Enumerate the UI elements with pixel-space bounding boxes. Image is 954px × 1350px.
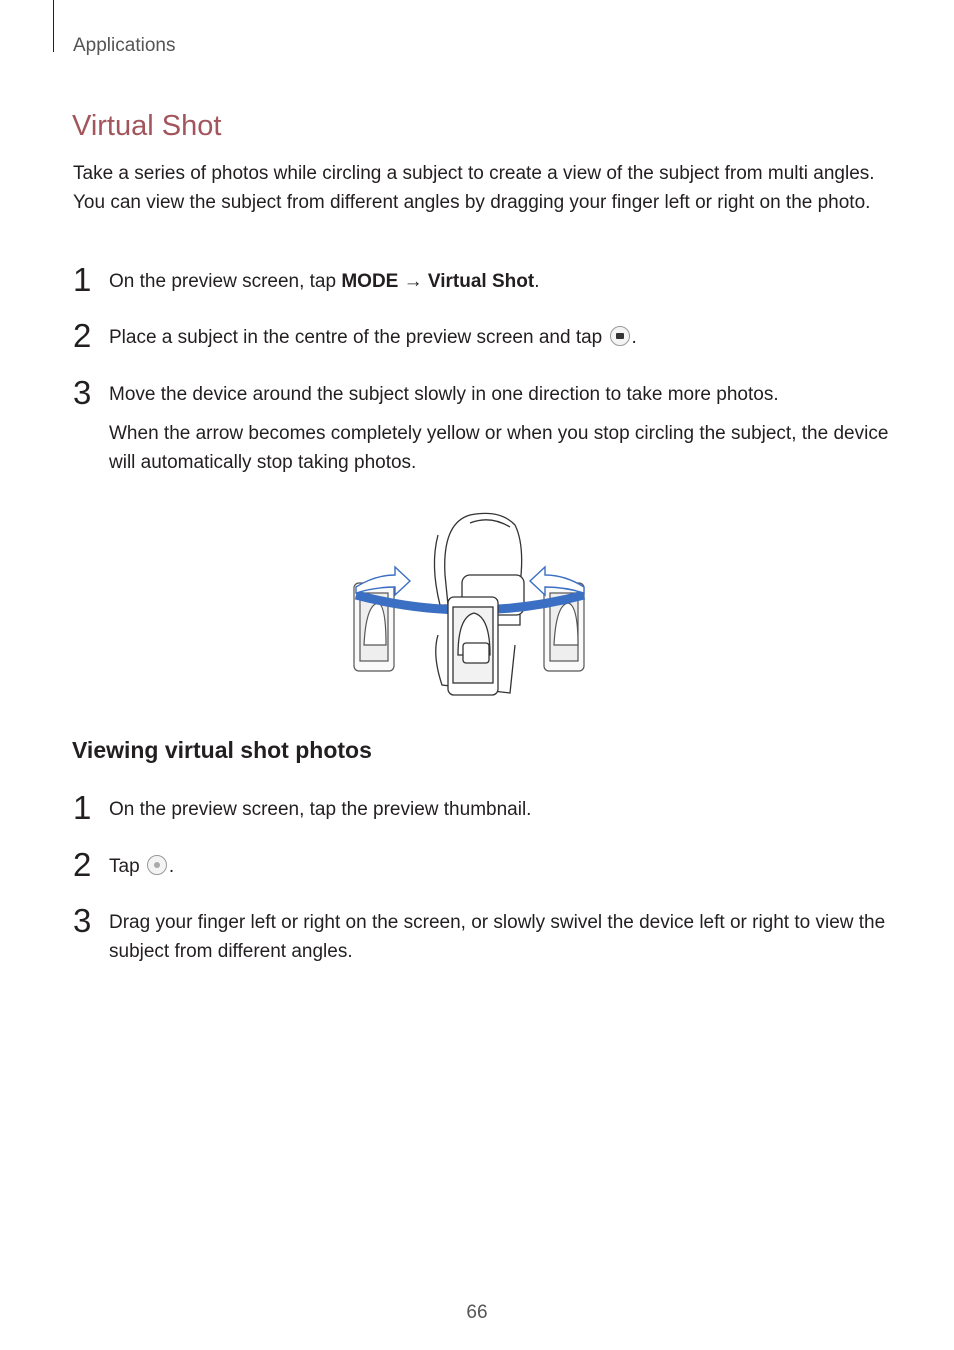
page-title: Virtual Shot: [72, 110, 222, 142]
step-text: On the preview screen, tap MODE → Virtual Shot.: [109, 271, 540, 292]
subheading: Viewing virtual shot photos: [72, 737, 372, 763]
step-number: 2: [73, 846, 92, 883]
page-number: 66: [466, 1302, 488, 1323]
header-rule: [53, 0, 54, 52]
intro-paragraph: Take a series of photos while circling a subject to create a view of the subject from multi angles. You can view the subject from different angles by dragging your finger left or right on the photo.: [73, 163, 875, 213]
camera-icon: [610, 326, 630, 346]
step-number: 3: [73, 374, 92, 411]
mode-label: MODE: [341, 271, 399, 292]
step-text: Place a subject in the centre of the preview screen and tap .: [109, 327, 637, 348]
virtual-shot-view-icon: [147, 855, 167, 875]
step-number: 1: [73, 789, 92, 826]
step-text: Tap .: [109, 856, 175, 877]
step-text: Drag your finger left or right on the screen, or slowly swivel the device left or right to view the subject from different angles.: [109, 912, 886, 962]
step-note: When the arrow becomes completely yellow or when you stop circling the subject, the device will automatically stop taking photos.: [109, 423, 889, 473]
step-number: 3: [73, 902, 92, 939]
section-label: Applications: [73, 35, 176, 56]
step-text: Move the device around the subject slowly in one direction to take more photos.: [109, 384, 779, 405]
virtual-shot-label: Virtual Shot: [427, 271, 535, 292]
step-text: On the preview screen, tap the preview thumbnail.: [109, 799, 532, 820]
virtual-shot-illustration: [350, 505, 590, 700]
step-number: 2: [73, 317, 92, 354]
step-number: 1: [73, 261, 92, 298]
